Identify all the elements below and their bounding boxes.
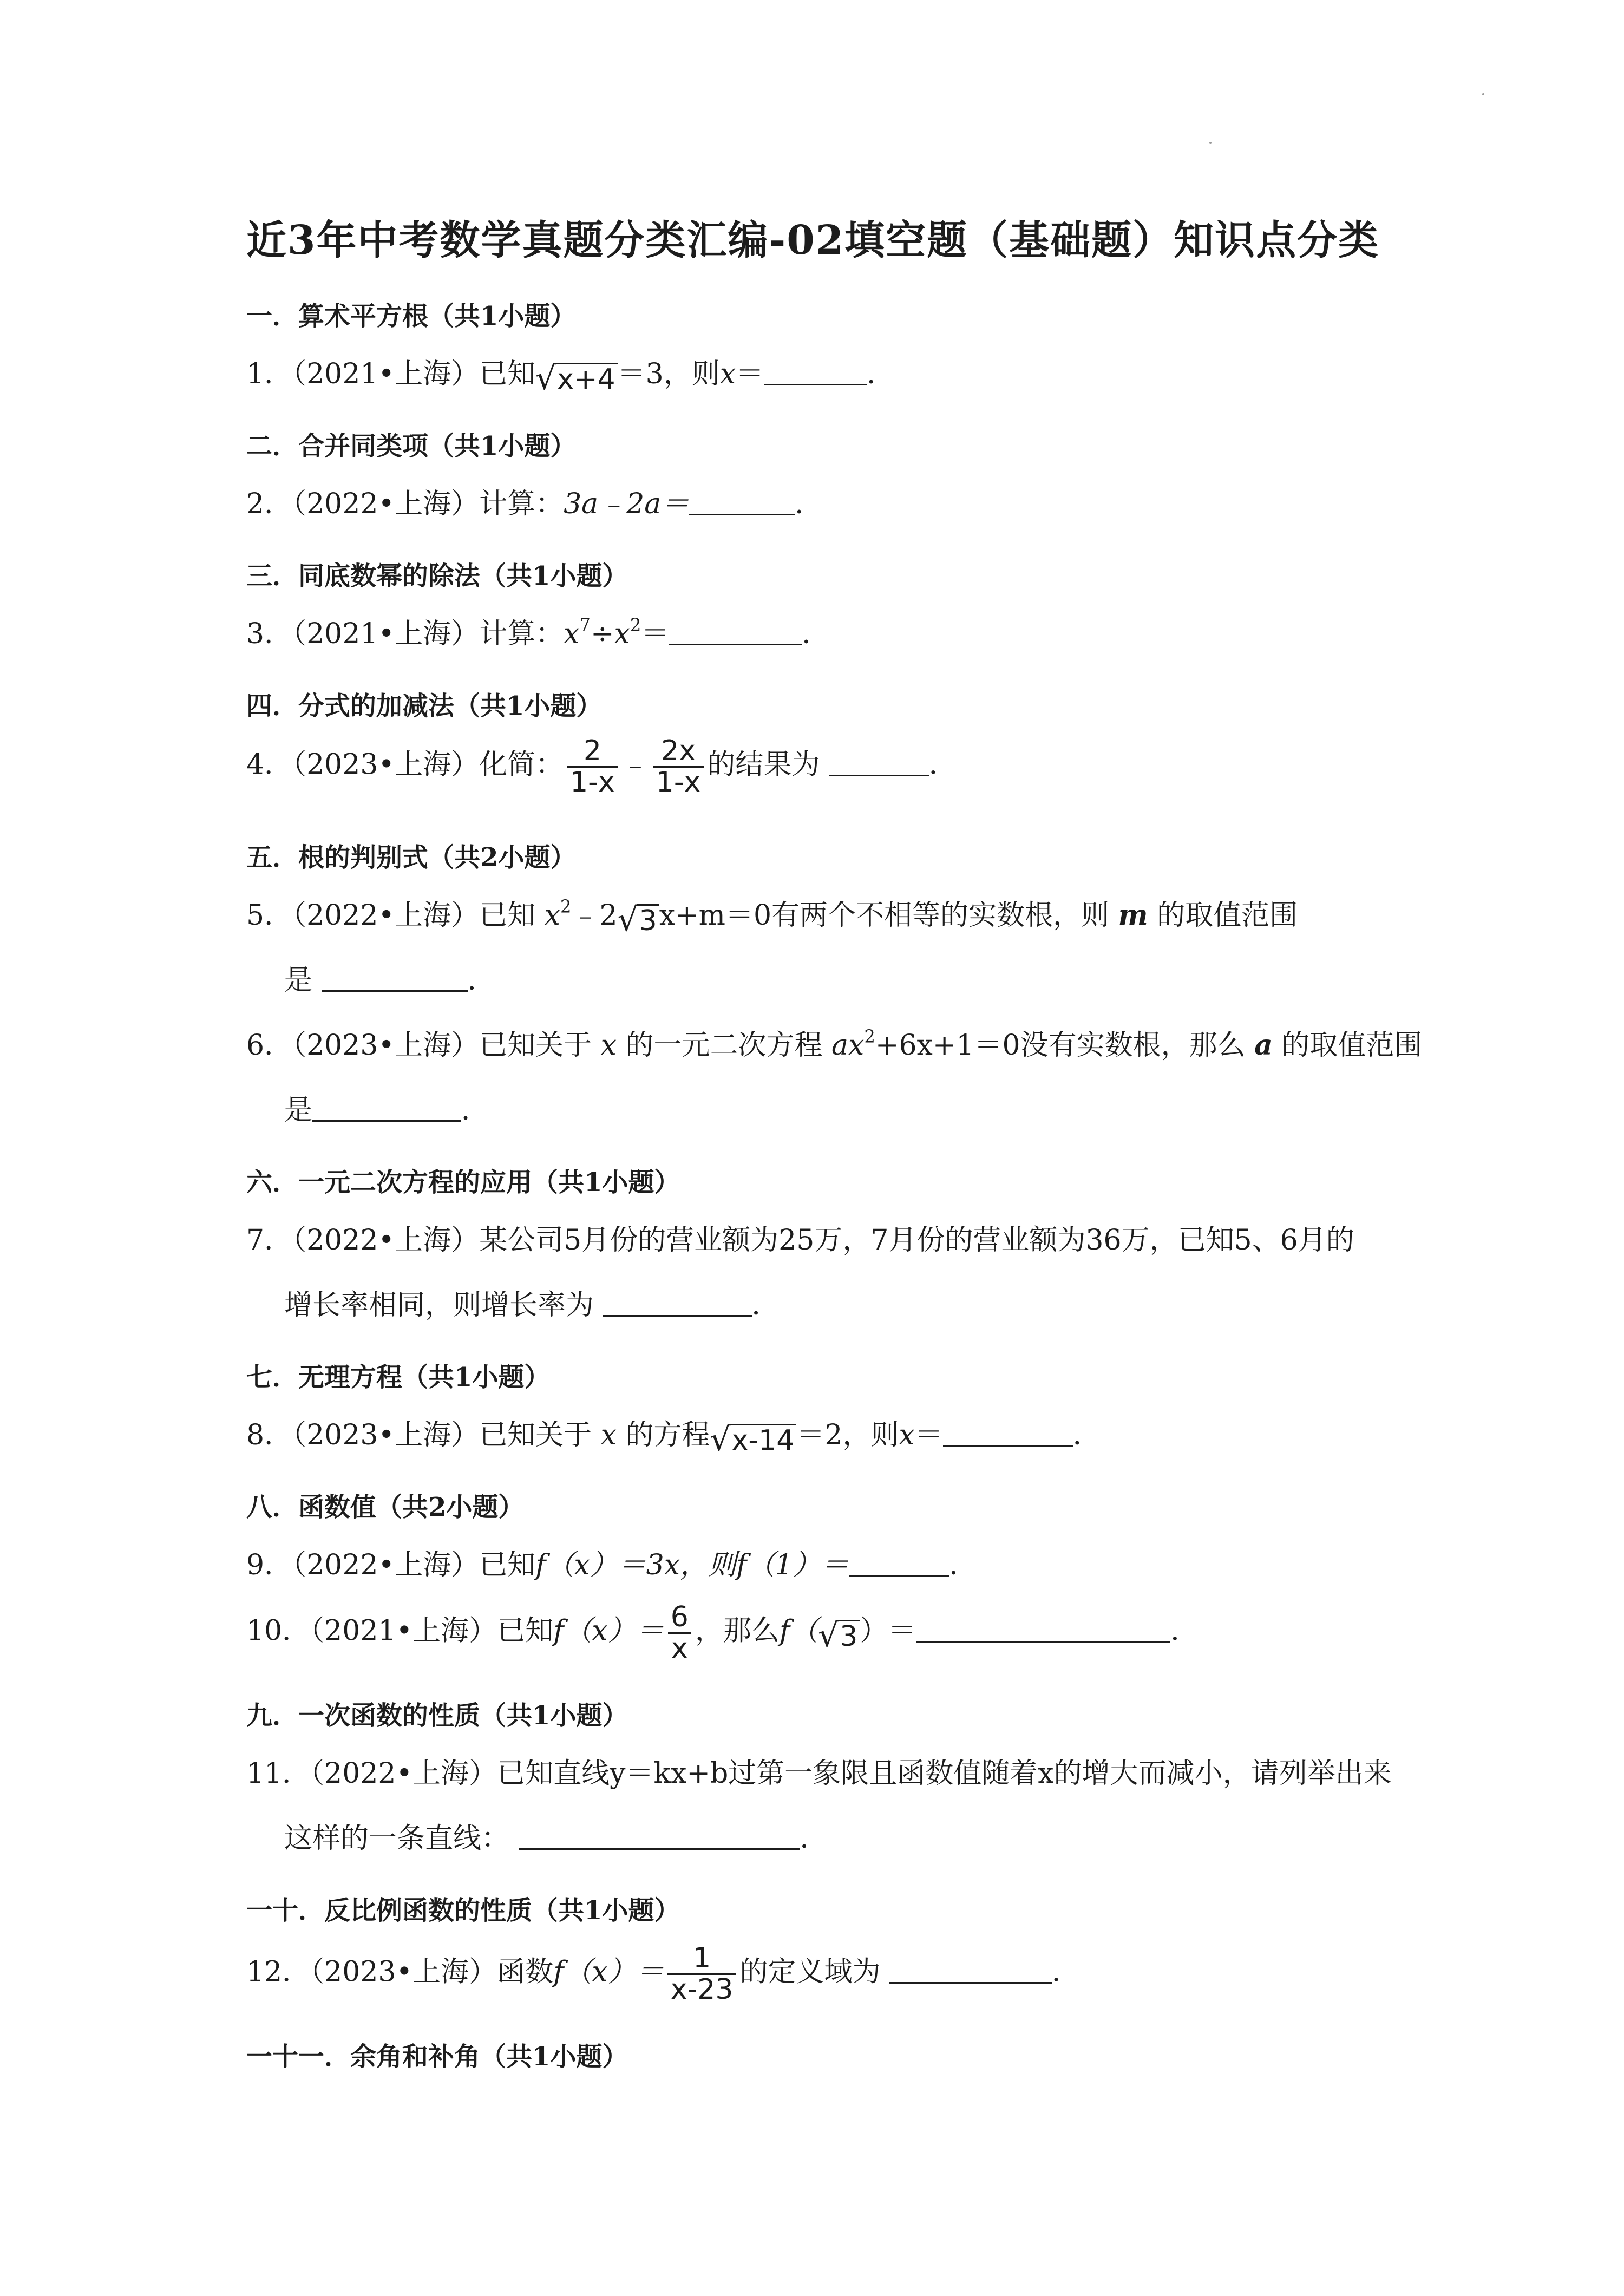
question-5-continued: 是 ． — [284, 964, 496, 997]
sqrt-expression: √ 3 — [818, 1620, 860, 1652]
sqrt-expression: √ x-14 — [710, 1424, 797, 1456]
scan-speck — [1209, 142, 1212, 144]
section-heading-1: 一．算术平方根（共1小题） — [246, 301, 577, 331]
answer-blank[interactable] — [916, 1615, 1170, 1643]
answer-blank[interactable] — [849, 1549, 949, 1577]
section-heading-4: 四．分式的加减法（共1小题） — [246, 691, 603, 721]
answer-blank[interactable] — [829, 749, 929, 776]
question-10: 10．（2021•上海）已知f（x）＝ $\frac{6}{x}$ ，那么f（ √ 3 ）＝ ． — [246, 1601, 1199, 1665]
question-12: 12．（2023•上海）函数f（x）＝ $\frac{1}{x-23}$ 的定义域为 ． — [246, 1942, 1081, 2006]
question-8: 8．（2023•上海）已知关于 x 的方程 √ x-14 ＝2，则x＝ ． — [246, 1419, 1101, 1459]
sqrt-expression: √ 3 — [618, 904, 659, 937]
answer-blank[interactable] — [322, 965, 468, 992]
sqrt-expression: √ x+4 — [535, 363, 618, 395]
section-heading-9: 九．一次函数的性质（共1小题） — [246, 1700, 628, 1731]
document-title: 近3年中考数学真题分类汇编-02填空题（基础题）知识点分类 — [246, 217, 1380, 264]
answer-blank[interactable] — [889, 1957, 1052, 1984]
fraction: $\frac{1}{x-23}$ — [667, 1944, 737, 2004]
question-6: 6．（2023•上海）已知关于 x 的一元二次方程 $ax^2+6x+1=0$没有实数根，那么 a 的取值范围 — [246, 1026, 1423, 1062]
question-7: 7．（2022•上海）某公司5月份的营业额为25万，7月份的营业额为36万，已知5、6月的 — [246, 1224, 1354, 1257]
answer-blank[interactable] — [943, 1420, 1073, 1447]
section-heading-11: 一十一．余角和补角（共1小题） — [246, 2042, 628, 2072]
answer-blank[interactable] — [764, 358, 867, 385]
question-1: 1．（2021•上海）已知 √ x+4 ＝3，则x＝ ． — [246, 358, 895, 398]
scan-speck — [1482, 93, 1484, 95]
question-4: 4．（2023•上海）化简： $\frac{2}{1-x}$ ﹣ $\frac{2x}{1-x}$ 的结果为 ． — [246, 735, 957, 799]
question-6-continued: 是 ． — [284, 1094, 490, 1127]
fraction: $\frac{2x}{1-x}$ — [653, 736, 704, 797]
section-heading-7: 七．无理方程（共1小题） — [246, 1362, 551, 1392]
section-heading-2: 二．合并同类项（共1小题） — [246, 431, 577, 461]
section-heading-3: 三．同底数幂的除法（共1小题） — [246, 561, 628, 591]
fraction: $\frac{2}{1-x}$ — [567, 736, 618, 797]
section-heading-10: 一十．反比例函数的性质（共1小题） — [246, 1895, 680, 1926]
answer-blank[interactable] — [669, 618, 802, 645]
section-heading-6: 六．一元二次方程的应用（共1小题） — [246, 1167, 680, 1198]
question-3: 3．（2021•上海）计算：$x^7\div x^2=$ ． — [246, 614, 830, 650]
answer-blank[interactable] — [519, 1823, 800, 1850]
question-11: 11．（2022•上海）已知直线y＝kx+b过第一象限且函数值随着x的增大而减小，请列举出来 — [246, 1757, 1392, 1790]
question-7-continued: 增长率相同，则增长率为 ． — [284, 1289, 780, 1322]
question-11-continued: 这样的一条直线： ． — [284, 1822, 828, 1855]
fraction: $\frac{6}{x}$ — [667, 1602, 692, 1663]
question-2: 2．（2022•上海）计算：3a﹣2a＝ ． — [246, 488, 823, 520]
question-9: 9．（2022•上海）已知f（x）＝3x，则f（1）＝ ． — [246, 1549, 978, 1581]
answer-blank[interactable] — [603, 1290, 752, 1317]
answer-blank[interactable] — [689, 488, 795, 515]
answer-blank[interactable] — [312, 1095, 461, 1122]
section-heading-8: 八．函数值（共2小题） — [246, 1492, 525, 1522]
question-5: 5．（2022•上海）已知 $x^2﹣2$ √ 3 x+m＝0有两个不相等的实数根，则 m 的取值范围 — [246, 896, 1298, 939]
section-heading-5: 五．根的判别式（共2小题） — [246, 842, 577, 873]
